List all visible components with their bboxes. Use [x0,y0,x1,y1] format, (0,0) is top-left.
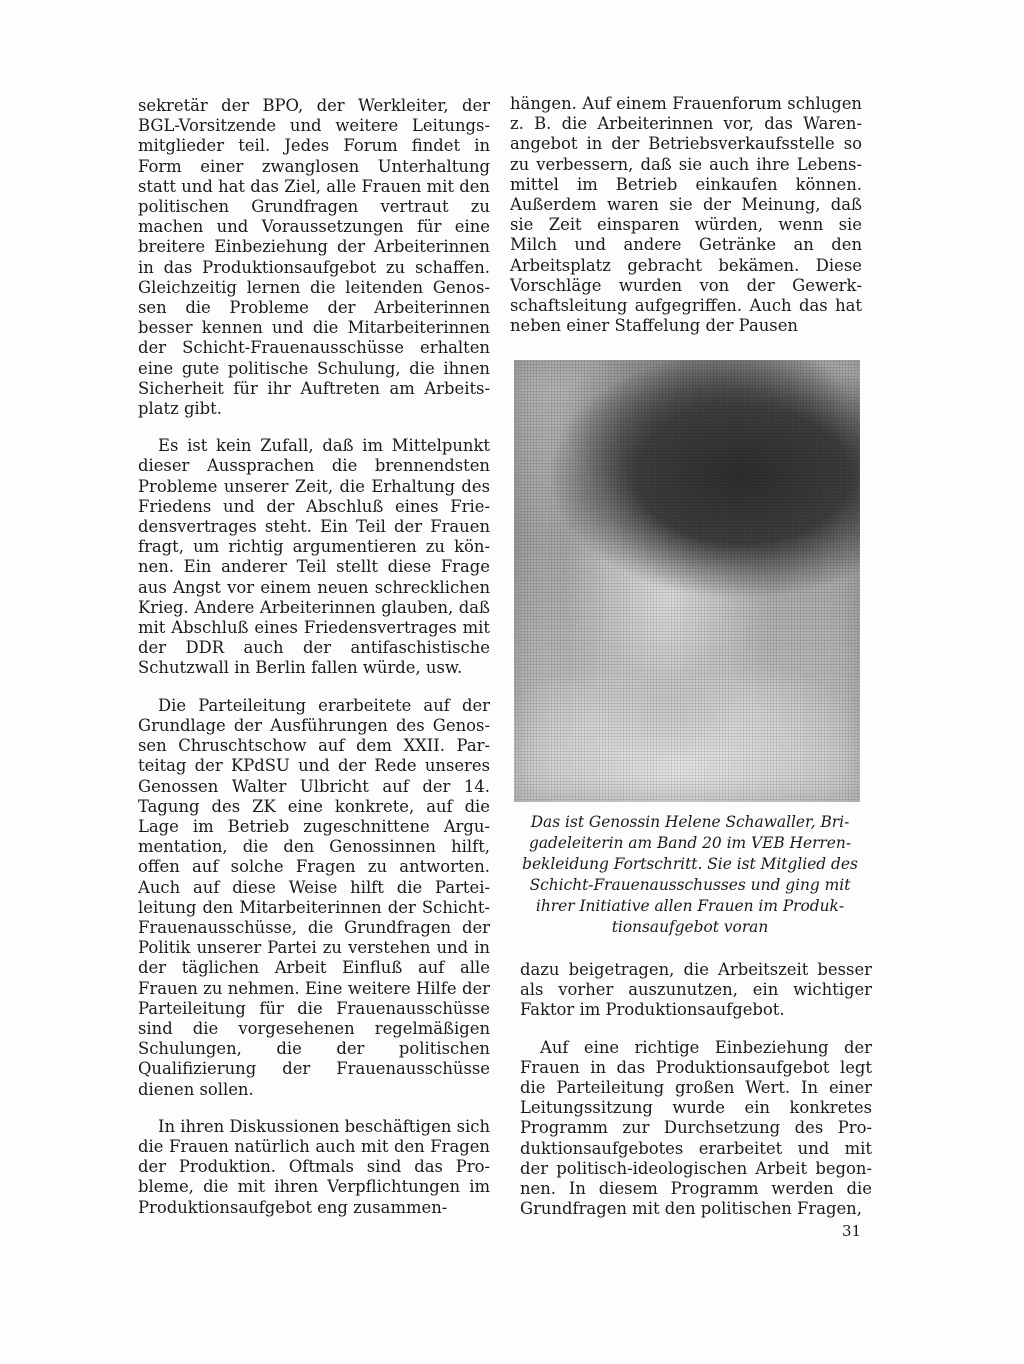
left-text-column [138,96,490,1218]
paragraph: dazu beigetragen, die Arbeitszeit besser als vorher auszunutzen, ein wichtiger Faktor im Produktionsaufgebot. [520,960,872,1020]
right-text-column-top [510,94,862,336]
paragraph: Es ist kein Zufall, daß im Mittelpunkt dieser Aussprachen die brennendsten Probleme unserer Zeit, die Erhaltung des Friedens und der Abschluß eines Friedensvertrages steht. Ein Teil der Frauen fragt, um richtig argumentieren zu können. Ein anderer Teil stellt diese Frage aus Angst vor einem neuen schrecklichen Krieg. Andere Arbeiterinnen glauben, daß mit Abschluß eines Friedensvertrages mit der DDR auch der antifaschistische Schutzwall in Berlin fallen würde, usw. [138,436,490,678]
portrait-photo [514,360,860,802]
paragraph: Auf eine richtige Einbeziehung der Frauen in das Produktionsaufgebot legt die Parteileitung großen Wert. In einer Leitungssitzung wurde ein konkretes Programm zur Durchsetzung des Produktionsaufgebotes erarbeitet und mit der politisch-ideologischen Arbeit begonnen. In diesem Programm werden die Grundfragen mit den politischen Fragen, [520,1037,872,1219]
right-text-column-bottom [520,960,872,1219]
paragraph: In ihren Diskussionen beschäftigen sich die Frauen natürlich auch mit den Fragen der Produktion. Oftmals sind das Probleme, die mit ihren Verpflichtungen im Produktionsaufgebot eng zusammen- [138,1116,490,1217]
photo-caption: Das ist Genossin Helene Schawaller, Brigadeleiterin am Band 20 im VEB Herrenbekleidung Fortschritt. Sie ist Mitglied des Schicht-Frauenausschusses und ging mit ihrer Initiative allen Frauen im Produktionsaufgebot voran [522,813,858,936]
paragraph: hängen. Auf einem Frauenforum schlugen z. B. die Arbeiterinnen vor, das Warenangebot in der Betriebsverkaufsstelle so zu verbessern, daß sie auch ihre Lebensmittel im Betrieb einkaufen können. Außerdem waren sie der Meinung, daß sie Zeit einsparen würden, wenn sie Milch und andere Getränke an den Arbeitsplatz gebracht bekämen. Diese Vorschläge wurden von der Gewerkschaftsleitung aufgegriffen. Auch das hat neben einer Staffelung der Pausen [510,94,862,336]
paragraph: Die Parteileitung erarbeitete auf der Grundlage der Ausführungen des Genossen Chruschtschow auf dem XXII. Parteitag der KPdSU und der Rede unseres Genossen Walter Ulbricht auf der 14. Tagung des ZK eine konkrete, auf die Lage im Betrieb zugeschnittene Argumentation, die den Genossinnen hilft, offen auf solche Fragen zu antworten. Auch auf diese Weise hilft die Parteileitung den Mitarbeiterinnen der Schicht-Frauenausschüsse, die Grundfragen der Politik unserer Partei zu verstehen und in der täglichen Arbeit Einfluß auf alle Frauen zu nehmen. Eine weitere Hilfe der Parteileitung für die Frauenausschüsse sind die vorgesehenen regelmäßigen Schulungen, die der politischen Qualifizierung der Frauenausschüsse dienen sollen. [138,695,490,1099]
paragraph: sekretär der BPO, der Werkleiter, der BGL-Vorsitzende und weitere Leitungsmitglieder teil. Jedes Forum findet in Form einer zwanglosen Unterhaltung statt und hat das Ziel, alle Frauen mit den politischen Grundfragen vertraut zu machen und Voraussetzungen für eine breitere Einbeziehung der Arbeiterinnen in das Produktionsaufgebot zu schaffen. Gleichzeitig lernen die leitenden Genossen die Probleme der Arbeiterinnen besser kennen und die Mitarbeiterinnen der Schicht-Frauenausschüsse erhalten eine gute politische Schulung, die ihnen Sicherheit für ihr Auftreten am Arbeitsplatz gibt. [138,96,490,419]
page-number: 31 [842,1222,862,1240]
